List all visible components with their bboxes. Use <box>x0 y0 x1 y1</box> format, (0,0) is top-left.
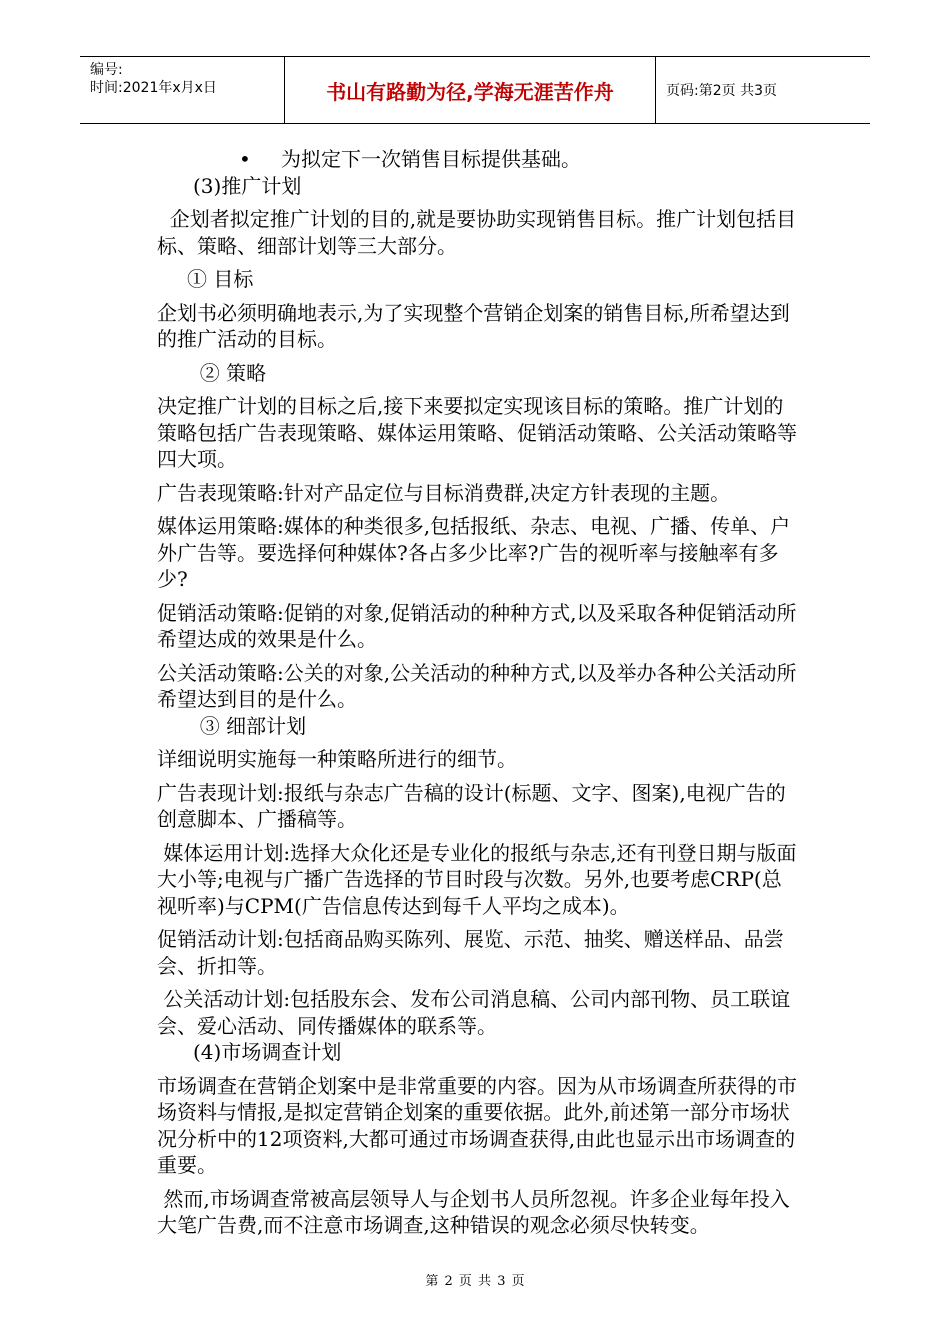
paragraph: 广告表现计划:报纸与杂志广告稿的设计(标题、文字、图案),电视广告的创意脚本、广播稿等。 <box>157 780 786 831</box>
header-meta <box>80 57 284 123</box>
paragraph: 媒体运用策略:媒体的种类很多,包括报纸、杂志、电视、广播、传单、户外广告等。要选择何种媒体?各占多少比率?广告的视听率与接触率有多少? <box>157 514 791 591</box>
page-header <box>80 56 870 124</box>
document-body <box>157 146 797 1239</box>
paragraph: 决定推广计划的目标之后,接下来要拟定实现该目标的策略。推广计划的策略包括广告表现策略、媒体运用策略、促销活动策略、公关活动策略等四大项。 <box>157 394 797 471</box>
header-page-info: 页码:第2页 共3页 <box>666 83 777 99</box>
paragraph: 企划者拟定推广计划的目的,就是要协助实现销售目标。推广计划包括目标、策略、细部计划等三大部分。 <box>157 207 797 258</box>
paragraph: 然而,市场调查常被高层领导人与企划书人员所忽视。许多企业每年投入大笔广告费,而不注意市场调查,这种错误的观念必须尽快转变。 <box>157 1186 790 1237</box>
date-label: 时间:2021年x月x日 <box>90 80 217 96</box>
subheading-goal: ① 目标 <box>187 267 254 291</box>
paragraph: 市场调查在营销企划案中是非常重要的内容。因为从市场调查所获得的市场资料与情报,是拟定营销企划案的重要依据。此外,前述第一部分市场状况分析中的12项资料,大都可通过市场调查获得,由此也显示出市场调查的重要。 <box>157 1073 797 1177</box>
paragraph: 详细说明实施每一种策略所进行的细节。 <box>157 747 517 771</box>
bullet-item <box>157 146 797 173</box>
section-heading-market-research: (4)市场调查计划 <box>193 1040 342 1064</box>
paragraph: 公关活动策略:公关的对象,公关活动的种种方式,以及举办各种公关活动所希望达到目的是什么。 <box>157 660 797 711</box>
paragraph: 媒体运用计划:选择大众化还是专业化的报纸与杂志,还有刊登日期与版面大小等;电视与广播广告选择的节目时段与次数。另外,也要考虑CRP(总视听率)与CPM(广告信息传达到每千人平均之成本)。 <box>157 840 797 918</box>
bullet-dot: • <box>239 147 251 171</box>
number-label: 编号: <box>90 62 123 78</box>
section-heading-promotion: (3)推广计划 <box>193 173 302 198</box>
paragraph: 促销活动计划:包括商品购买陈列、展览、示范、抽奖、赠送样品、品尝会、折扣等。 <box>157 927 784 978</box>
paragraph: 广告表现策略:针对产品定位与目标消费群,决定方针表现的主题。 <box>157 480 731 505</box>
subheading-detail-plan: ③ 细部计划 <box>187 713 307 738</box>
page-footer: 第 2 页 共 3 页 <box>425 1274 525 1289</box>
paragraph: 促销活动策略:促销的对象,促销活动的种种方式,以及采取各种促销活动所希望达成的效果是什么。 <box>157 600 797 651</box>
subheading-strategy: ② 策略 <box>187 360 267 385</box>
paragraph: 企划书必须明确地表示,为了实现整个营销企划案的销售目标,所希望达到的推广活动的目标。 <box>157 300 790 351</box>
bullet-text: 为拟定下一次销售目标提供基础。 <box>281 147 581 171</box>
header-motto: 书山有路勤为径,学海无涯苦作舟 <box>284 57 656 123</box>
paragraph: 公关活动计划:包括股东会、发布公司消息稿、公司内部刊物、员工联谊会、爱心活动、同传播媒体的联系等。 <box>157 987 791 1038</box>
